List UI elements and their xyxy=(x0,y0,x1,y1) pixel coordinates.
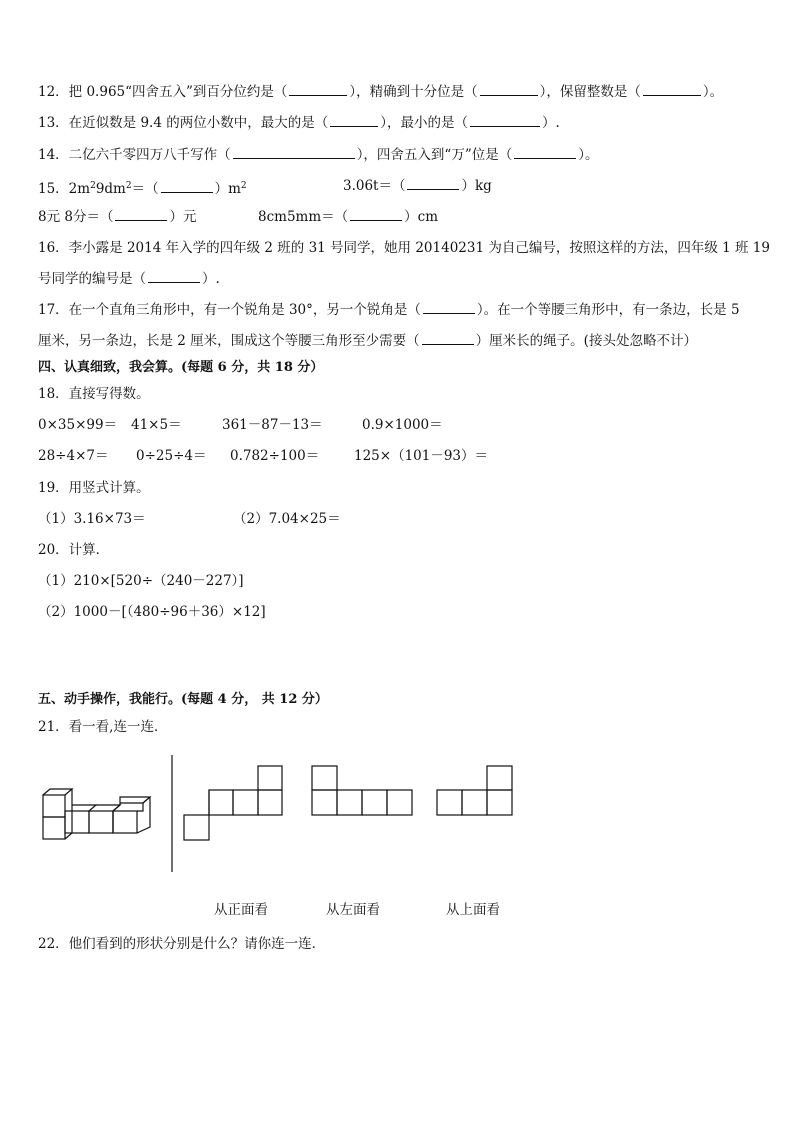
question-21-title: 21．看一看,连一连． xyxy=(38,719,168,735)
q18-item: 0.9×1000＝ xyxy=(362,417,443,433)
view-label-front: 从正面看 xyxy=(214,902,268,918)
question-16-line-2: 号同学的编号是（ ）. xyxy=(38,271,220,287)
question-15-part-1: 15．$2m^29dm^2=$（ ）$m^2$ xyxy=(38,181,247,197)
section-5-heading: 五、动手操作，我能行。(每题 4 分， 共 12 分） xyxy=(38,692,328,707)
q20-item-1: （1）210×[520÷（240－227）] xyxy=(38,573,244,589)
view-left-grid xyxy=(312,766,412,815)
q18-item: 0÷25÷4＝ xyxy=(136,448,207,464)
q19-item-2: （2）7.04×25＝ xyxy=(233,511,341,527)
q20-item-2: （2）1000－[（480÷96＋36）×12] xyxy=(38,604,266,620)
question-14: 14．二亿六千零四万八千写作（ ），四舍五入到“万”位是（ ）。 xyxy=(38,147,599,163)
q19-item-1: （1）3.16×73＝ xyxy=(38,511,146,527)
question-13: 13．在近似数是 9.4 的两位小数中，最大的是（ ），最小的是（ ）. xyxy=(38,115,560,131)
q18-item: 125×（101－93）＝ xyxy=(354,448,489,464)
cube-solid-3d xyxy=(43,789,150,839)
question-19-title: 19．用竖式计算。 xyxy=(38,480,150,496)
section-4-heading: 四、认真细致，我会算。(每题 6 分，共 18 分） xyxy=(38,360,324,375)
question-15-part-4: 8cm5mm＝（ ）cm xyxy=(258,209,439,225)
question-18-title: 18．直接写得数。 xyxy=(38,386,150,402)
q18-item: 361－87－13＝ xyxy=(222,417,323,433)
question-15-part-3: 8元 8分＝（ ）元 xyxy=(38,209,197,225)
view-top-grid xyxy=(437,766,512,815)
q18-item: 0.782÷100＝ xyxy=(230,448,320,464)
question-20-title: 20．计算． xyxy=(38,542,110,558)
question-17-line-2: 厘米，另一条边，长是 2 厘米，围成这个等腰三角形至少需要（ ）厘米长的绳子。(接头处忽略不计） xyxy=(38,333,697,349)
question-15-part-2: 3.06t＝（ ）kg xyxy=(343,178,492,194)
q18-item: 0×35×99＝ xyxy=(38,417,118,433)
view-label-top: 从上面看 xyxy=(446,902,500,918)
question-16-line-1: 16．李小露是 2014 年入学的四年级 2 班的 31 号同学，她用 20140231 为自己编号，按照这样的方法，四年级 1 班 19 xyxy=(38,240,770,256)
question-22-title: 22．他们看到的形状分别是什么？请你连一连． xyxy=(38,936,326,952)
view-front-grid xyxy=(184,766,282,840)
view-label-left: 从左面看 xyxy=(326,902,380,918)
question-17-line-1: 17．在一个直角三角形中，有一个锐角是 30°，另一个锐角是（ ）。在一个等腰三角形中，有一条边，长是 5 xyxy=(38,302,740,318)
question-12: 12．把 0.965“四舍五入”到百分位约是（ ），精确到十分位是（ ），保留整数是（ ）。 xyxy=(38,84,724,100)
q18-item: 28÷4×7＝ xyxy=(38,448,109,464)
q18-item: 41×5＝ xyxy=(131,417,182,433)
